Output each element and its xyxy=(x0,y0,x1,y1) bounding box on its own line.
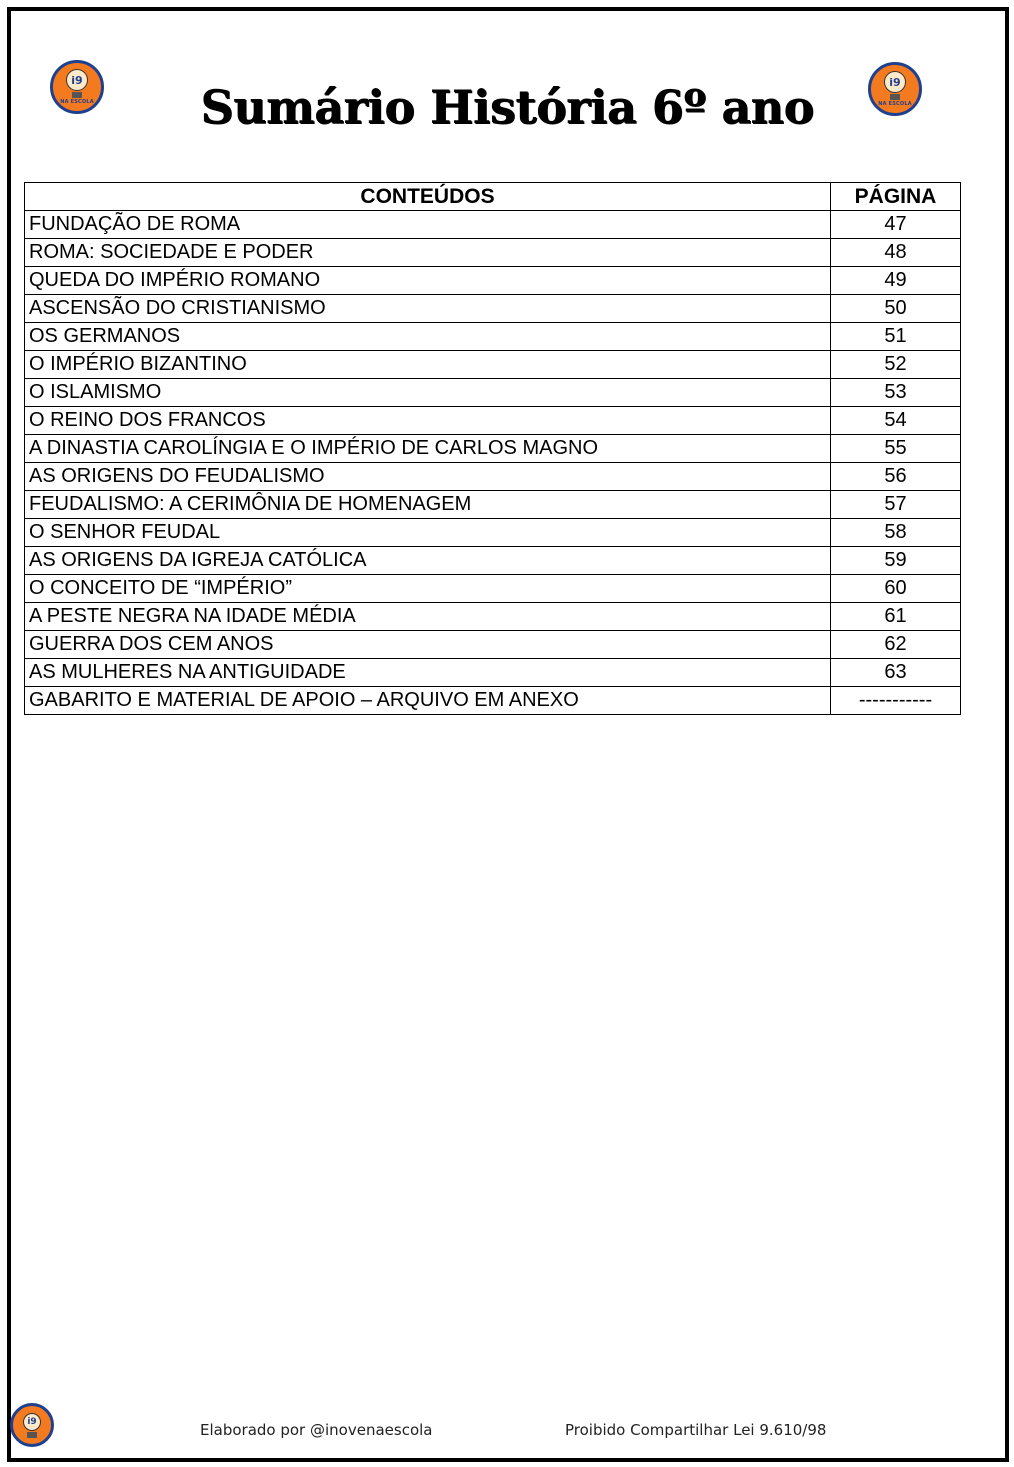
page-cell: 55 xyxy=(831,435,961,463)
page-cell: 60 xyxy=(831,575,961,603)
footer-credit: Elaborado por @inovenaescola xyxy=(200,1421,433,1439)
footer-logo-icon xyxy=(10,1403,54,1447)
page-cell: 49 xyxy=(831,267,961,295)
table-body xyxy=(25,211,961,715)
page-cell: 63 xyxy=(831,659,961,687)
page-cell: 59 xyxy=(831,547,961,575)
lightbulb-icon: i9 xyxy=(23,1413,41,1431)
table-row xyxy=(25,547,961,575)
page-cell: 56 xyxy=(831,463,961,491)
table-row xyxy=(25,519,961,547)
page-cell: 50 xyxy=(831,295,961,323)
table-row xyxy=(25,491,961,519)
lightbulb-icon: i9 xyxy=(66,69,88,91)
page-cell: 51 xyxy=(831,323,961,351)
page-cell: ----------- xyxy=(831,687,961,715)
topic-cell: QUEDA DO IMPÉRIO ROMANO xyxy=(25,267,831,295)
table-row xyxy=(25,239,961,267)
lightbulb-icon: i9 xyxy=(884,71,906,93)
page-cell: 57 xyxy=(831,491,961,519)
topic-cell: FEUDALISMO: A CERIMÔNIA DE HOMENAGEM xyxy=(25,491,831,519)
topic-cell: O SENHOR FEUDAL xyxy=(25,519,831,547)
table-row xyxy=(25,407,961,435)
header-page: PÁGINA xyxy=(831,183,961,211)
topic-cell: ASCENSÃO DO CRISTIANISMO xyxy=(25,295,831,323)
topic-cell: OS GERMANOS xyxy=(25,323,831,351)
page-cell: 54 xyxy=(831,407,961,435)
table-row xyxy=(25,631,961,659)
topic-cell: AS MULHERES NA ANTIGUIDADE xyxy=(25,659,831,687)
topic-cell: GUERRA DOS CEM ANOS xyxy=(25,631,831,659)
page-cell: 58 xyxy=(831,519,961,547)
page-cell: 48 xyxy=(831,239,961,267)
logo-tag: NA ESCOLA xyxy=(60,99,94,105)
topic-cell: FUNDAÇÃO DE ROMA xyxy=(25,211,831,239)
table-row xyxy=(25,295,961,323)
table-row xyxy=(25,379,961,407)
page-cell: 61 xyxy=(831,603,961,631)
topic-cell: A PESTE NEGRA NA IDADE MÉDIA xyxy=(25,603,831,631)
topic-cell: O ISLAMISMO xyxy=(25,379,831,407)
table-header-row xyxy=(25,183,961,211)
table-row xyxy=(25,603,961,631)
table-row xyxy=(25,351,961,379)
logo-tag: NA ESCOLA xyxy=(878,101,912,107)
contents-table xyxy=(24,182,961,715)
topic-cell: GABARITO E MATERIAL DE APOIO – ARQUIVO EM ANEXO xyxy=(25,687,831,715)
table-row xyxy=(25,323,961,351)
table-row xyxy=(25,687,961,715)
table-row xyxy=(25,659,961,687)
page-cell: 52 xyxy=(831,351,961,379)
table-row xyxy=(25,575,961,603)
header-contents: CONTEÚDOS xyxy=(25,183,831,211)
table-row xyxy=(25,435,961,463)
table-row xyxy=(25,267,961,295)
footer-copyright: Proibido Compartilhar Lei 9.610/98 xyxy=(565,1421,827,1439)
table-row xyxy=(25,211,961,239)
topic-cell: AS ORIGENS DA IGREJA CATÓLICA xyxy=(25,547,831,575)
table-row xyxy=(25,463,961,491)
topic-cell: O CONCEITO DE “IMPÉRIO” xyxy=(25,575,831,603)
topic-cell: O REINO DOS FRANCOS xyxy=(25,407,831,435)
page-cell: 53 xyxy=(831,379,961,407)
page-cell: 62 xyxy=(831,631,961,659)
topic-cell: ROMA: SOCIEDADE E PODER xyxy=(25,239,831,267)
topic-cell: O IMPÉRIO BIZANTINO xyxy=(25,351,831,379)
topic-cell: A DINASTIA CAROLÍNGIA E O IMPÉRIO DE CARLOS MAGNO xyxy=(25,435,831,463)
page-title: Sumário História 6º ano xyxy=(200,80,814,134)
topic-cell: AS ORIGENS DO FEUDALISMO xyxy=(25,463,831,491)
page-cell: 47 xyxy=(831,211,961,239)
